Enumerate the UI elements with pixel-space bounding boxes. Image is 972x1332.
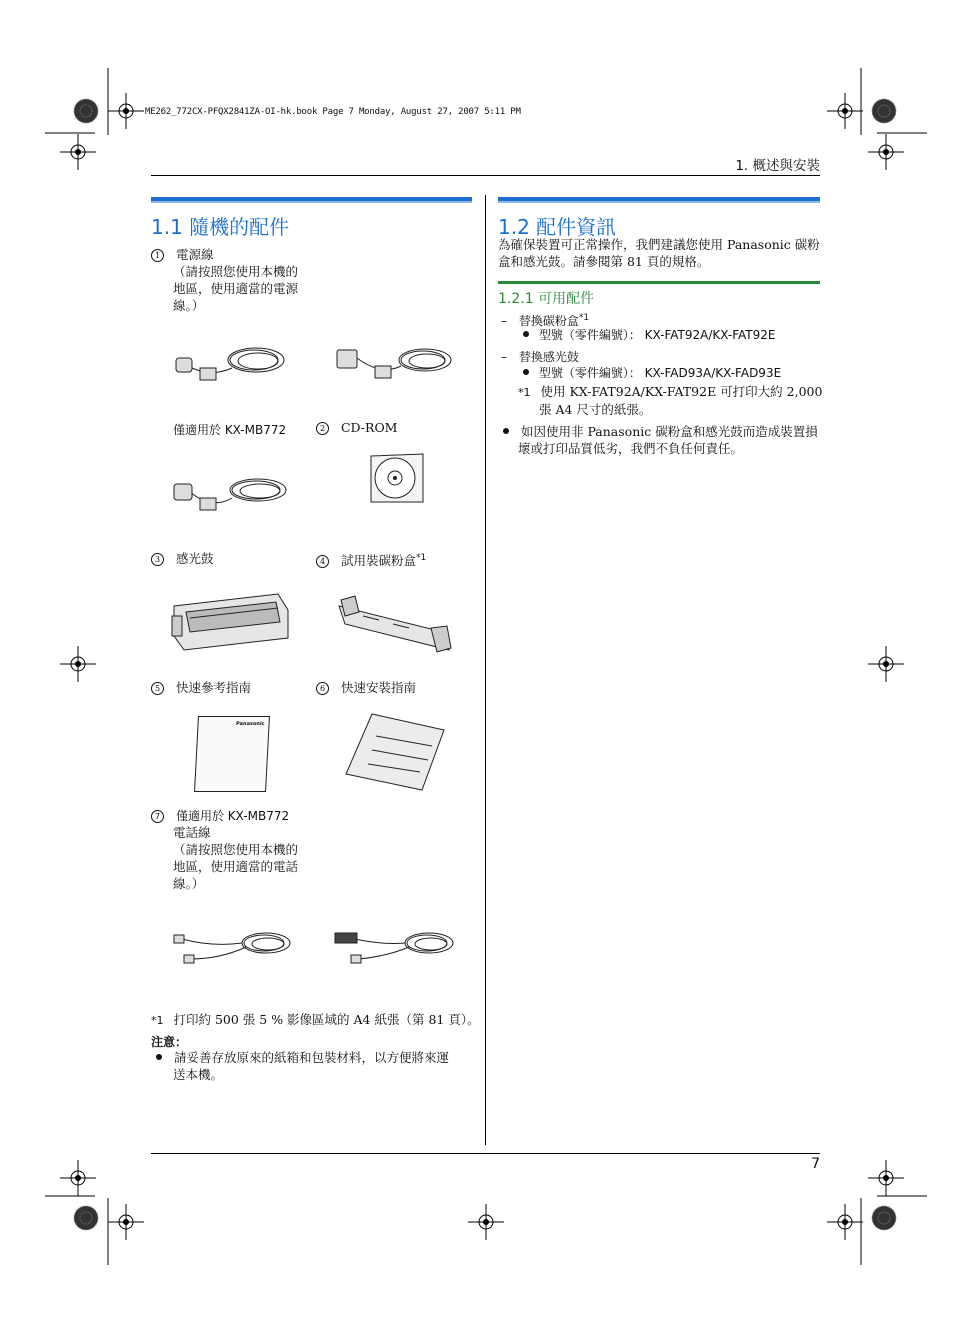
item-name: 感光鼓 xyxy=(175,551,214,566)
item-note: 電話線 （請按照您使用本機的 地區，使用適當的電話 線。） xyxy=(173,825,299,891)
accessory-drum: – 替換感光鼓 xyxy=(501,350,579,364)
quick-reference-booklet-icon xyxy=(194,716,270,792)
item-number: 4 xyxy=(316,555,329,568)
telephone-cord-icon xyxy=(172,925,297,970)
cd-rom-icon xyxy=(367,452,427,507)
item-number: 1 xyxy=(151,249,164,262)
item-only-label: 僅適用於 KX-MB772 xyxy=(173,423,287,437)
item-name: 快速參考指南 xyxy=(175,680,251,695)
accessory-model: 型號（零件編號）： KX-FAD93A/KX-FAD93E xyxy=(523,365,781,382)
note-title: 注意： xyxy=(151,1035,188,1049)
bullet-icon xyxy=(156,1054,162,1060)
item-note: （請按照您使用本機的 地區，使用適當的電源 線。） xyxy=(173,264,299,313)
item-name: 僅適用於 KX-MB772 xyxy=(175,809,290,823)
telephone-cord-alt-icon xyxy=(333,925,458,970)
item-name: 電源線 xyxy=(175,247,214,262)
item-drum xyxy=(151,550,214,567)
footer-rule xyxy=(151,1153,820,1154)
item-name: CD-ROM xyxy=(340,420,398,435)
item-quick-reference xyxy=(151,679,251,696)
power-cord-eu-icon xyxy=(170,338,290,388)
intro-text: 為確保裝置可正常操作，我們建議您使用 Panasonic 碳粉 盒和感光鼓。請參閱第 81 頁的規格。 xyxy=(498,237,820,269)
note-body: 請妥善存放原來的紙箱和包裝材料，以方便將來運 送本機。 xyxy=(156,1049,449,1083)
section-bar xyxy=(498,197,820,203)
quick-install-sheet-icon xyxy=(342,712,447,792)
item-number: 5 xyxy=(151,682,164,695)
item-number: 6 xyxy=(316,682,329,695)
page-number: 7 xyxy=(811,1156,820,1172)
column-divider xyxy=(485,195,486,1145)
section-title: 1.2 配件資訊 xyxy=(498,215,617,239)
item-telephone-cord xyxy=(151,807,289,825)
power-cord-au-icon xyxy=(170,470,290,520)
item-power-cord xyxy=(151,246,214,263)
bullet-icon xyxy=(503,428,509,434)
item-number: 3 xyxy=(151,553,164,566)
power-cord-uk-icon xyxy=(335,338,455,388)
header-rule xyxy=(151,175,820,176)
bullet-icon xyxy=(523,369,529,375)
item-number: 2 xyxy=(316,422,329,435)
item-toner: 4 試用裝碳粉盒$^{*1}$ xyxy=(316,550,426,569)
warning-note: 如因使用非 Panasonic 碳粉盒和感光鼓而造成裝置損 壞或打印品質低劣，我們不負任何責任。 xyxy=(503,423,818,457)
footnote: *1 打印約 500 張 5 % 影像區域的 A4 紙張（第 81 頁）。 xyxy=(151,1012,480,1027)
subsection-title: 1.2.1 可用配件 xyxy=(498,291,595,307)
section-title: 1.1 隨機的配件 xyxy=(151,215,290,239)
item-quick-install xyxy=(316,679,416,696)
manual-brand: Panasonic xyxy=(235,721,265,727)
file-info: ME262_772CX-PFQX2841ZA-OI-hk.book Page 7 Monday, August 27, 2007 5:11 PM xyxy=(145,107,521,117)
subsection-bar xyxy=(498,281,820,284)
accessory-toner: – 替換碳粉盒$^{*1}$ xyxy=(501,313,590,328)
drum-unit-icon xyxy=(168,588,293,658)
accessory-name: 替換感光鼓 xyxy=(518,350,579,364)
toner-cartridge-icon xyxy=(333,592,458,662)
accessory-name: 替換碳粉盒 xyxy=(518,314,579,328)
section-bar xyxy=(151,197,472,203)
chapter-title: 1. 概述與安裝 xyxy=(735,158,820,174)
item-cd-rom xyxy=(316,419,398,436)
accessory-model: 型號（零件編號）： KX-FAT92A/KX-FAT92E xyxy=(523,327,775,344)
accessory-footnote: *1 使用 KX-FAT92A/KX-FAT92E 可打印大約 2,000 張 A4 尺寸的紙張。 xyxy=(518,384,823,417)
item-number: 7 xyxy=(151,810,164,823)
item-name: 試用裝碳粉盒 xyxy=(340,553,416,569)
item-name: 快速安裝指南 xyxy=(340,680,416,695)
bullet-icon xyxy=(523,331,529,337)
